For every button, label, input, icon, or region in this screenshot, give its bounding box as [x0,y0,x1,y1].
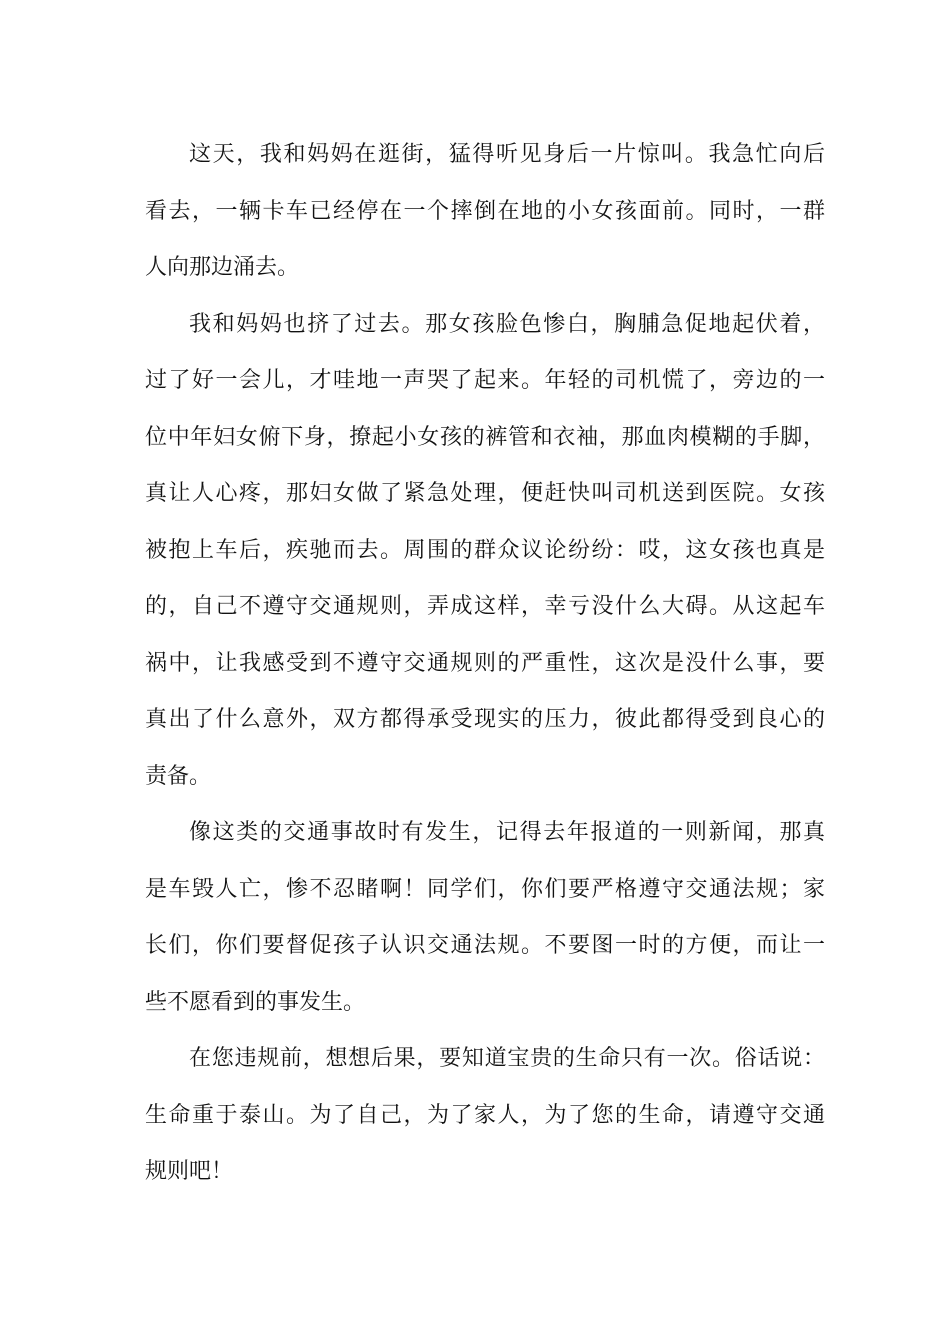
essay-body [145,127,825,1201]
text-line: 祸中，让我感受到不遵守交通规则的严重性，这次是没什么事，要 [145,650,825,676]
text-line: 我和妈妈也挤了过去。那女孩脸色惨白，胸脯急促地起伏着， [189,311,825,337]
text-line: 真让人心疼，那妇女做了紧急处理，便赶快叫司机送到医院。女孩 [145,481,825,506]
text-line: 的，自己不遵守交通规则，弄成这样，幸亏没什么大碍。从这起车 [145,594,825,619]
text-line: 位中年妇女俯下身，撩起小女孩的裤管和衣袖，那血肉模糊的手脚， [145,424,825,450]
text-line: 责备。 [145,763,212,789]
text-line: 被抱上车后，疾驰而去。周围的群众议论纷纷：哎，这女孩也真是 [145,537,825,563]
paragraph-3 [145,805,825,1031]
text-line: 生命重于泰山。为了自己，为了家人，为了您的生命，请遵守交通 [145,1102,825,1128]
text-line: 在您违规前，想想后果，要知道宝贵的生命只有一次。俗话说： [189,1046,825,1071]
text-line: 这天，我和妈妈在逛街，猛得听见身后一片惊叫。我急忙向后 [189,142,825,167]
paragraph-4 [145,1031,825,1201]
paragraph-1 [145,127,825,297]
text-line: 看去，一辆卡车已经停在一个摔倒在地的小女孩面前。同时，一群 [145,198,825,224]
text-line: 长们，你们要督促孩子认识交通法规。不要图一时的方便，而让一 [145,933,825,958]
text-line: 人向那边涌去。 [145,255,300,280]
text-line: 规则吧！ [145,1159,234,1184]
text-line: 过了好一会儿，才哇地一声哭了起来。年轻的司机慌了，旁边的一 [145,368,825,393]
text-line: 是车毁人亡，惨不忍睹啊！同学们，你们要严格遵守交通法规；家 [145,876,825,902]
text-line: 像这类的交通事故时有发生，记得去年报道的一则新闻，那真 [189,820,825,845]
text-line: 些不愿看到的事发生。 [145,989,366,1015]
paragraph-2 [145,297,825,806]
text-line: 真出了什么意外，双方都得承受现实的压力，彼此都得受到良心的 [145,707,825,732]
